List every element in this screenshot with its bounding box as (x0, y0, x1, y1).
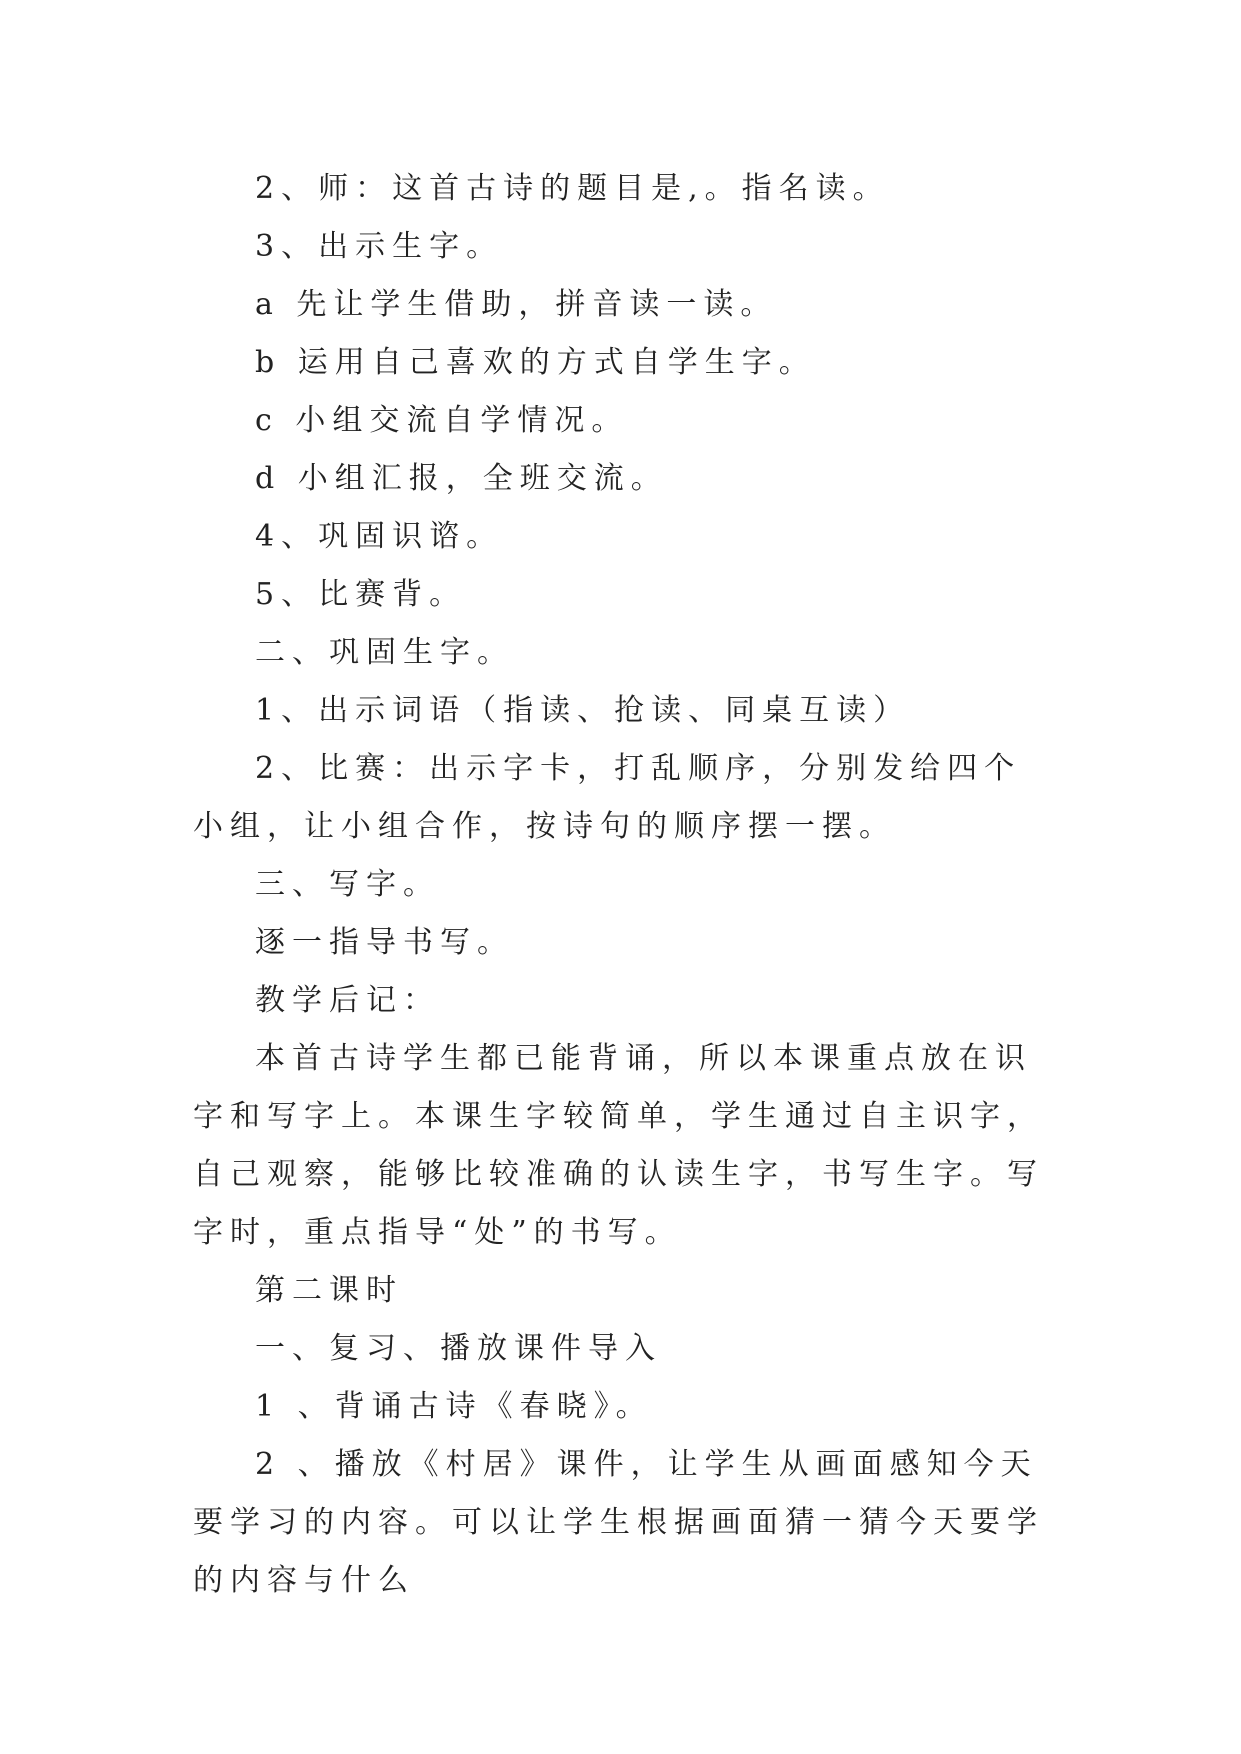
paragraph: 2、比赛：出示字卡，打乱顺序，分别发给四个小组，让小组合作，按诗句的顺序摆一摆。 (193, 751, 1022, 844)
document-body (193, 160, 1055, 1610)
paragraph: b 运用自己喜欢的方式自学生字。 (255, 345, 816, 380)
paragraph: 3、出示生字。 (255, 229, 504, 264)
section-heading: 二、巩固生字。 (255, 635, 514, 670)
paragraph: 2 、播放《村居》课件，让学生从画面感知今天要学习的内容。可以让学生根据画面猜一猜今天要学的内容与什么 (193, 1447, 1044, 1598)
section-heading: 三、写字。 (255, 867, 440, 902)
paragraph: 2、师：这首古诗的题目是,。指名读。 (255, 171, 890, 206)
paragraph: 1 、背诵古诗《春晓》。 (255, 1389, 653, 1424)
section-heading: 一、复习、播放课件导入 (255, 1331, 662, 1366)
paragraph: a 先让学生借助，拼音读一读。 (255, 287, 778, 322)
paragraph: d 小组汇报，全班交流。 (255, 461, 668, 496)
paragraph: 本首古诗学生都已能背诵，所以本课重点放在识字和写字上。本课生字较简单，学生通过自主识字，自己观察，能够比较准确的认读生字，书写生字。写字时，重点指导“处”的书写。 (193, 1041, 1044, 1250)
paragraph: 1、出示词语（指读、抢读、同桌互读） (255, 693, 911, 728)
paragraph: 逐一指导书写。 (255, 925, 514, 960)
lesson-heading: 第二课时 (255, 1273, 403, 1308)
paragraph: 4、巩固识谘。 (255, 519, 504, 554)
paragraph: 5、比赛背。 (255, 577, 467, 612)
paragraph: c 小组交流自学情况。 (255, 403, 629, 438)
section-heading: 教学后记： (255, 983, 440, 1018)
